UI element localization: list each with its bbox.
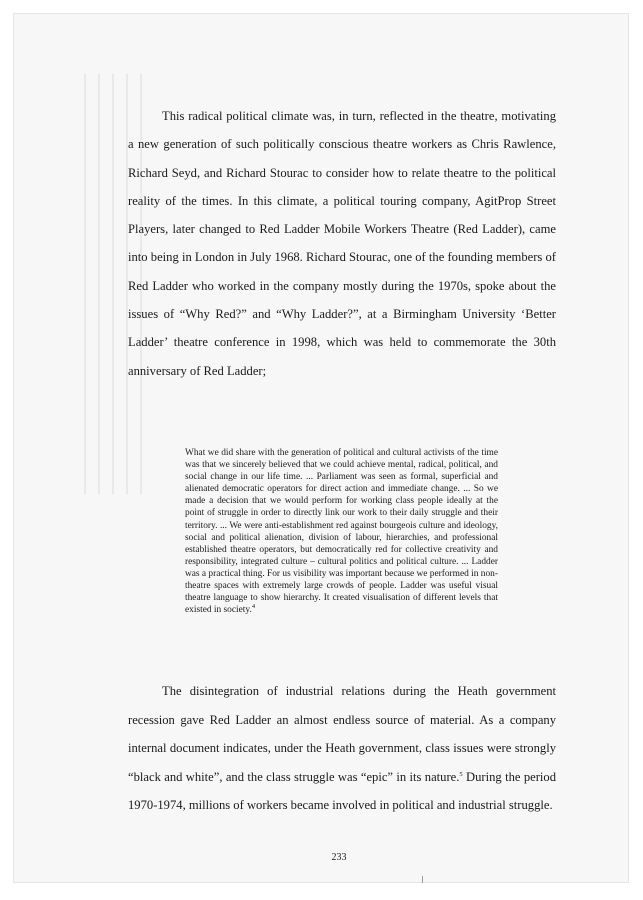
- block-quote-text: What we did share with the generation of political and cultural activists of the time was that we sincerely believed that we could achieve mental, radical, political, and social change in our life time. ... Parliament was seen as formal, superficial and alienated democratic operators for direct action and immediate change. ... So we made a decision that we would perform for working class people ideally at the point of struggle in order to directly link our work to their daily struggle and their territory. ... We were anti-establishment red against bourgeois culture and ideology, social and political alienation, division of labour, hierarchies, and professional established theatre operators, but democratically red for collective creativity and responsibility, integrated culture – cultural politics and political culture. ... Ladder was a practical thing. For us visibility was important because we performed in non-theatre spaces with extremely large crowds of people. Ladder was useful visual theatre language to show hierarchy. It created visualisation of different levels that existed in society.: [185, 448, 498, 616]
- block-quote: [185, 447, 498, 616]
- paragraph-1-text: This radical political climate was, in turn, reflected in the theatre, motivating a new generation of such politically conscious theatre workers as Chris Rawlence, Richard Seyd, and Richard Stourac to consider how to relate theatre to the political reality of the times. In this climate, a political touring company, AgitProp Street Players, later changed to Red Ladder Mobile Workers Theatre (Red Ladder), came into being in London in July 1968. Richard Stourac, one of the founding members of Red Ladder who worked in the company mostly during the 1970s, spoke about the issues of “Why Red?” and “Why Ladder?”, at a Birmingham University ‘Better Ladder’ theatre conference in 1998, which was held to commemorate the 30th anniversary of Red Ladder;: [128, 109, 556, 378]
- document-page: [14, 14, 628, 882]
- paragraph-2-text: The disintegration of industrial relations during the Heath government recession gave Red Ladder an almost endless source of material. As a company internal document indicates, under the Heath government, class issues were strongly “black and white”, and the class struggle was “epic” in its nature.: [128, 684, 556, 784]
- paragraph-2-text-continued: During the period 1970-1974, millions of workers became involved in political and industrial struggle.: [128, 769, 556, 813]
- body-paragraph-1: [128, 102, 556, 385]
- page-number: 233: [331, 852, 347, 863]
- body-paragraph-2: [128, 677, 556, 820]
- footnote-ref-5: 5: [459, 770, 463, 778]
- scan-mark: [422, 876, 423, 883]
- footnote-ref-4: 4: [251, 603, 256, 611]
